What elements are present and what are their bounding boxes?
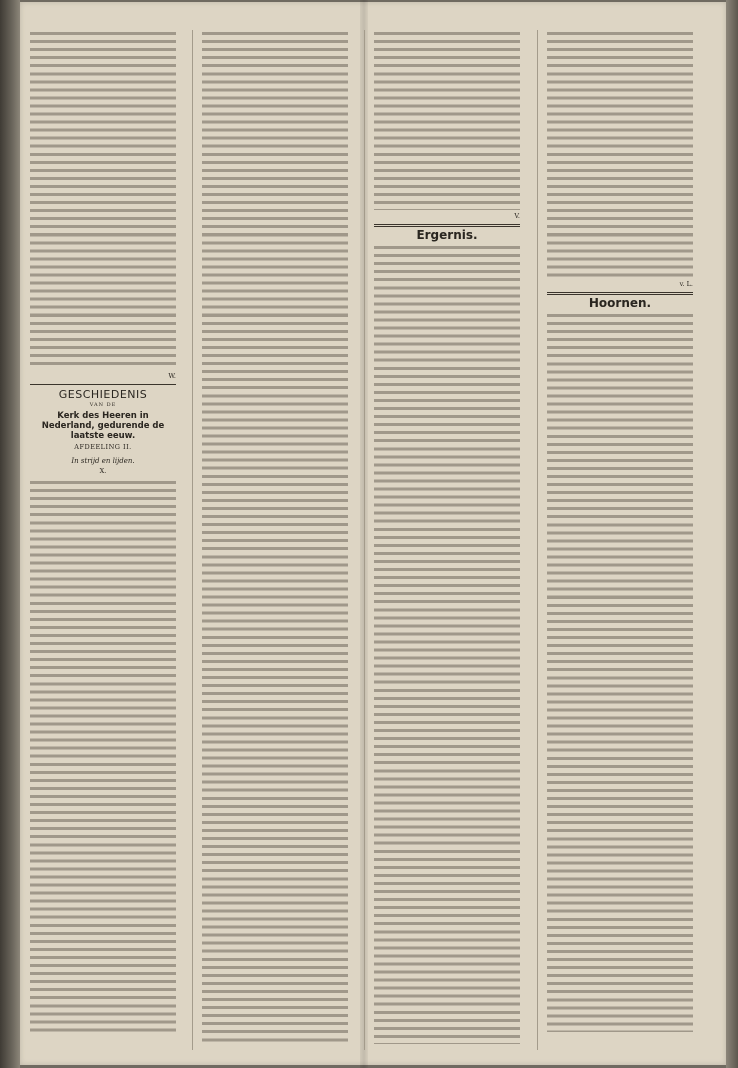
section-heading: Ergernis. [416, 228, 478, 243]
article-signature: V. [514, 212, 520, 220]
article-chapter-number: X. [99, 467, 107, 476]
article-body [547, 312, 693, 1032]
column-divider [537, 30, 538, 1050]
article-text-continued [30, 30, 176, 370]
column-1 [30, 30, 176, 1050]
article-body [374, 244, 520, 1044]
column-4 [547, 30, 693, 1050]
article-text-continued [547, 30, 693, 278]
section-divider [30, 384, 176, 385]
column-divider [364, 30, 365, 1050]
section-heading: Hoornen. [588, 296, 652, 311]
column-3 [374, 30, 520, 1050]
section-divider [374, 224, 520, 227]
binding-shadow [0, 0, 20, 1068]
column-divider [192, 30, 193, 1050]
section-divider [547, 292, 693, 295]
article-subtitle: In strijd en lijden. [71, 457, 135, 466]
column-2 [202, 30, 348, 1050]
article-heading-conjunction: VAN DE [89, 402, 117, 409]
article-text-continued [374, 30, 520, 210]
article-signature: v. L. [679, 280, 693, 288]
page-edge-right [726, 0, 738, 1068]
article-part: AFDEELING II. [74, 443, 132, 452]
article-body [30, 479, 176, 1034]
article-signature: W. [168, 372, 176, 380]
article-heading: GESCHIEDENIS [58, 388, 148, 402]
article-title: Kerk des Heeren in Nederland, gedurende de laatste eeuw. [41, 411, 165, 442]
article-body [202, 30, 348, 1042]
